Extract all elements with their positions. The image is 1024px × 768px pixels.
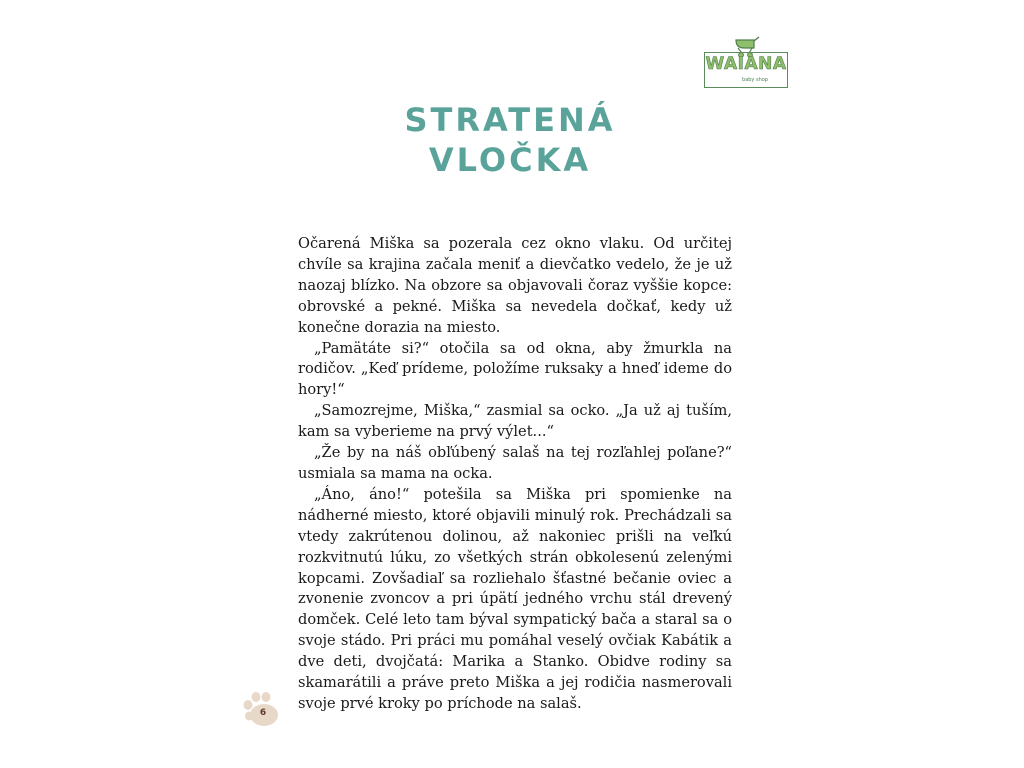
logo-brand-name: WAIANA [705, 54, 787, 74]
logo-tagline: baby shop [742, 77, 768, 83]
chapter-title-line-1: STRATENÁ [404, 101, 616, 139]
paragraph: „Samozrejme, Miška,“ zasmial sa ocko. „Ja už aj tuším, kam sa vyberieme na prvý výlet...“ [298, 402, 732, 441]
chapter-title [360, 100, 660, 180]
story-text [298, 234, 732, 715]
chapter-title-line-2: VLOČKA [428, 141, 592, 179]
paragraph: „Pamätáte si?“ otočila sa od okna, aby žmurkla na rodičov. „Keď prídeme, položíme ruksaky a hneď ideme do hory!“ [298, 339, 732, 399]
page-number: 6 [259, 708, 267, 718]
paragraph: Očarená Miška sa pozerala cez okno vlaku. Od určitej chvíle sa krajina začala meniť a dievčatko vedelo, že je už naozaj blízko. Na obzore sa objavovali čoraz vyššie kopce: obrovské a pekné. Miška sa nevedela dočkať, kedy už konečne dorazia na miesto. [298, 235, 732, 336]
waiana-logo[interactable] [704, 36, 790, 90]
paragraph: „Že by na náš obľúbený salaš na tej rozľahlej poľane?“ usmiala sa mama na ocka. [298, 444, 732, 482]
paragraph: „Áno, áno!“ potešila sa Miška pri spomienke na nádherné miesto, ktoré objavili minulý rok. Prechádzali sa vtedy zakrútenou dolinou, až nakoniec prišli na veľkú rozkvitnutú lúku, zo všetkých strán obkolesenú zelenými kopcami. Zovšadiaľ sa rozliehalo šťastné bečanie oviec a zvonenie zvoncov a pri úpätí jedného vrchu stál drevený domček. Celé leto tam býval sympatický bača a staral sa o svoje stádo. Pri práci mu pomáhal veselý ovčiak Kabátik a dve deti, dvojčatá: Marika a Stanko. Obidve rodiny sa skamarátili a práve preto Miška a jej rodičia nasmerovali svoje prvé kroky po príchode na salaš. [298, 485, 732, 712]
